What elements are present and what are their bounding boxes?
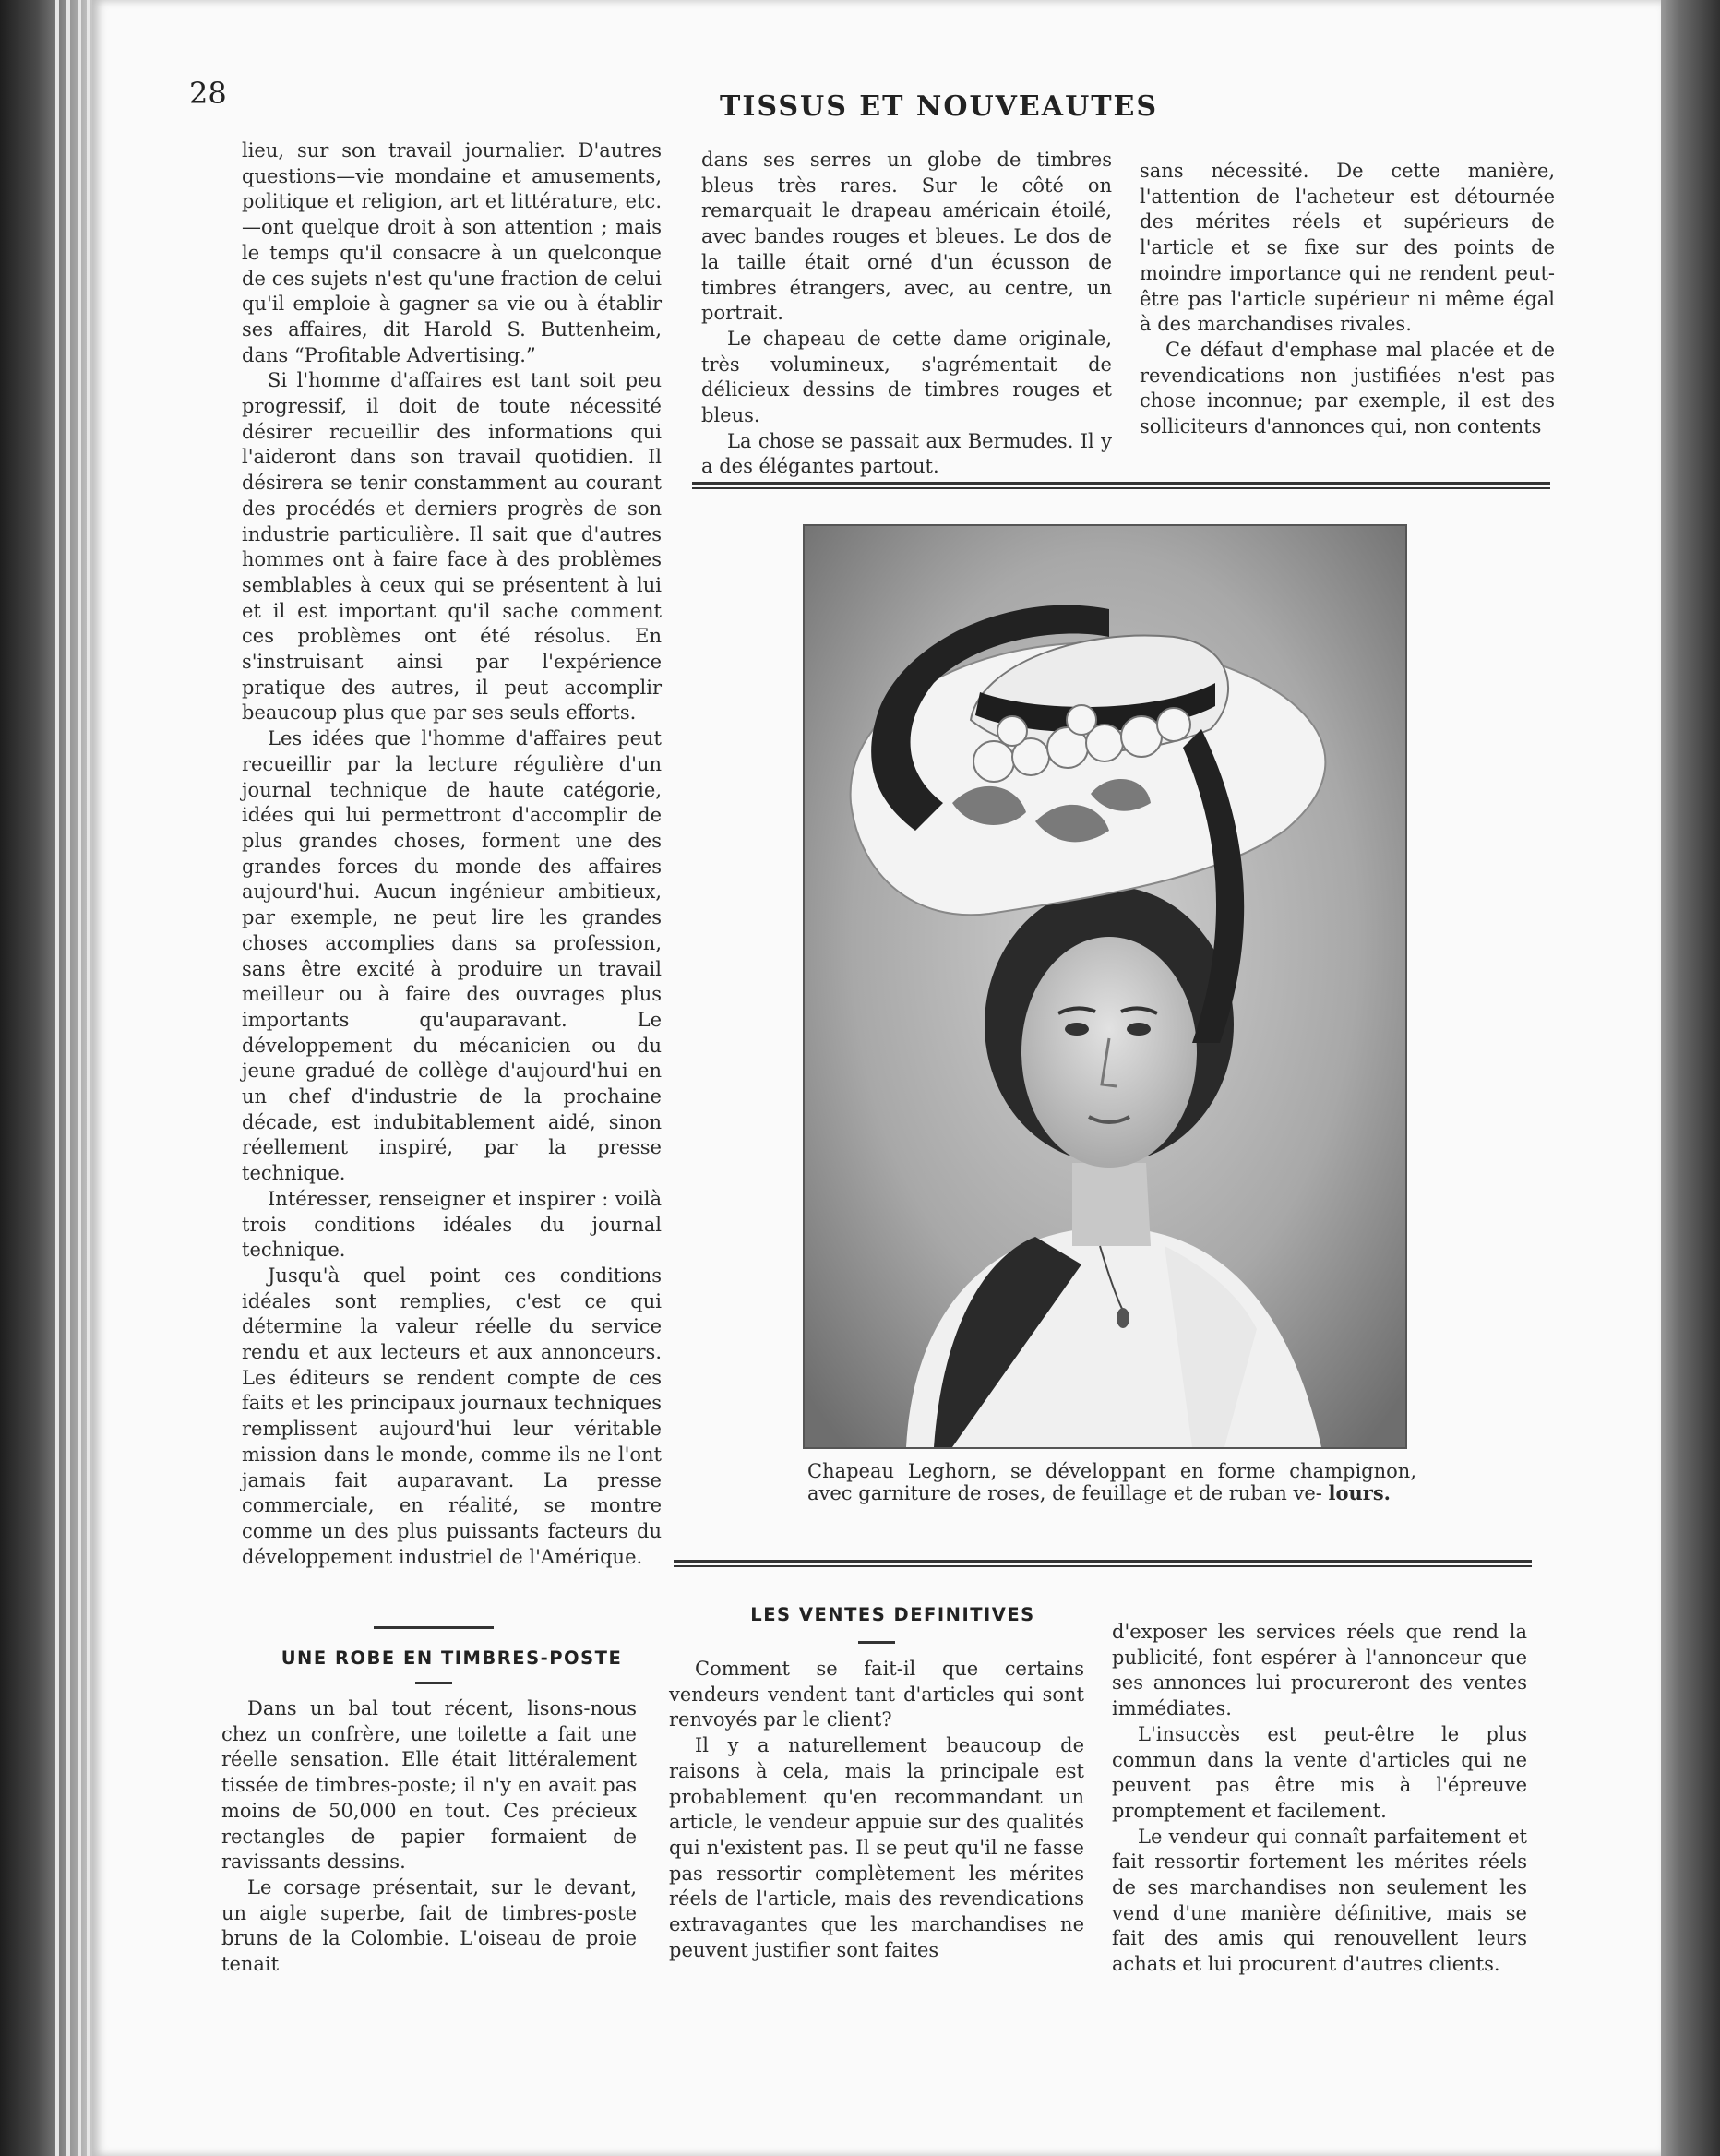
paragraph: Il y a naturellement beaucoup de raisons à cela, mais la principale est probablement qu'en recommandant un article, le vendeur appuie sur des qualités qui n'existent pas. Il se peut qu'il ne fasse pas ressortir complètement les mérites réels de l'article, mais des revendications extravagantes que les marchandises ne peuvent justifier sont faites — [669, 1734, 1084, 1961]
section-heading: LES VENTES DEFINITIVES — [750, 1604, 1035, 1625]
paragraph: Le vendeur qui connaît parfaitement et fait ressortir fortement les mérites réels de ses marchandises non seulement les vend d'une manière définitive, mais se fait des amis qui renouvellent leurs achats et lui procurent d'autres clients. — [1112, 1825, 1527, 1976]
paragraph: Intéresser, renseigner et inspirer : voilà trois conditions idéales du journal technique. — [242, 1187, 662, 1262]
paragraph: lieu, sur son travail journalier. D'autres questions—vie mondaine et amusements, politique et religion, art et littérature, etc.—ont quelque droit à son attention ; mais le temps qu'il consacre à un quelconque de ces sujets n'est qu'une fraction de celui qu'il emploie à gagner sa vie ou à établir ses affaires, dit Harold S. Buttenheim, dans “Profitable Advertising.” — [242, 139, 662, 366]
paragraph: L'insuccès est peut-être le plus commun dans la vente d'articles qui ne peuvent pas être mis à l'épreuve promptement et facilement. — [1112, 1722, 1527, 1822]
caption-text: Chapeau Leghorn, se développant en forme champignon, avec garniture de roses, de feuillage et de ruban ve- — [807, 1460, 1416, 1504]
figure-caption — [807, 1460, 1416, 1504]
section-divider — [674, 1560, 1532, 1567]
paragraph: d'exposer les services réels que rend la publicité, font espérer à l'annonceur que ses annonces lui procureront des ventes immédiates. — [1112, 1621, 1527, 1720]
page-number: 28 — [189, 76, 227, 111]
article-text — [221, 1696, 637, 1978]
portrait-photograph — [803, 524, 1407, 1449]
paragraph: La chose se passait aux Bermudes. Il y a des élégantes partout. — [701, 429, 1112, 478]
page-edge — [87, 0, 90, 2156]
paragraph: Le corsage présentait, sur le devant, un aigle superbe, fait de timbres-poste bruns de la Colombie. L'oiseau de proie tenait — [221, 1875, 637, 1976]
paragraph: Comment se fait-il que certains vendeurs vendent tant d'articles qui sont renvoyés par le client? — [669, 1658, 1084, 1731]
caption-text-end: lours. — [1328, 1481, 1391, 1504]
portrait-illustration — [805, 526, 1405, 1447]
page-edge — [78, 0, 81, 2156]
paragraph: Le chapeau de cette dame originale, très volumineux, s'agrémentait de délicieux dessins de timbres rouges et bleus. — [701, 327, 1112, 427]
ventes-column-b — [1112, 1620, 1527, 1978]
column-3 — [1140, 159, 1555, 440]
paragraph: Si l'homme d'affaires est tant soit peu progressif, il doit de toute nécessité désirer recueillir des informations qui l'aideront dans son travail quotidien. Il désirera se tenir constamment au courant des procédés et derniers progrès de son industrie particulière. Il sait que d'autres hommes ont à faire face à des problèmes semblables à ceux qui se présentent à lui et il est important qu'il sache comment ces problèmes ont été résolus. En s'instruisant ainsi par l'expérience pratique des autres, il peut accomplir beaucoup plus que par ses seuls efforts. — [242, 369, 662, 725]
paragraph: Dans un bal tout récent, lisons-nous chez un confrère, une toilette a fait une réelle sensation. Elle était littéralement tissée de timbres-poste; il n'y en avait pas moins de 50,000 en tout. Ces précieux rectangles de papier formaient de ravissants dessins. — [221, 1697, 637, 1874]
running-title: TISSUS ET NOUVEAUTES — [720, 90, 1159, 123]
paragraph: Ce défaut d'emphase mal placée et de revendications non justifiées n'est pas chose inconnue; par exemple, il est des solliciteurs d'annonces qui, non contents — [1140, 338, 1555, 438]
paragraph: sans nécessité. De cette manière, l'attention de l'acheteur est détournée des mérites réels et supérieurs de l'article et se fixe sur des points de moindre importance qui ne rendent peut-être pas l'article supérieur ni même égal à des marchandises rivales. — [1140, 160, 1555, 336]
section-divider — [692, 482, 1550, 489]
paragraph: dans ses serres un globe de timbres bleus très rares. Sur le côté on remarquait le drapeau américain étoilé, avec bandes rouges et bleues. Le dos de la taille était orné d'un écusson de timbres étrangers, avec, au centre, un portrait. — [701, 149, 1112, 325]
paragraph: Les idées que l'homme d'affaires peut recueillir par la lecture régulière d'un journal technique de haute catégorie, idées qui lui permettront d'accomplir de plus grandes choses, forment une des grandes forces du monde des affaires aujourd'hui. Aucun ingénieur ambitieux, par exemple, ne peut lire les grandes choses accomplies dans sa profession, sans être excité à produire un travail meilleur ou à faire des ouvrages plus importants qu'auparavant. Le développement du mécanicien ou du jeune gradué de collège d'aujourd'hui en un chef d'industrie de la prochaine décade, est indubitablement aidé, sinon réellement inspiré, par la presse technique. — [242, 727, 662, 1185]
divider-rule — [374, 1626, 494, 1629]
page-edge — [66, 0, 70, 2156]
paragraph: Jusqu'à quel point ces conditions idéales sont remplies, c'est ce qui détermine la valeur réelle du service rendu et aux lecteurs et aux annonceurs. Les éditeurs se rendent compte de ces faits et les principaux journaux techniques remplissent aujourd'hui leur véritable mission dans le monde, comme ils ne l'ont jamais fait auparavant. La presse commerciale, en réalité, se montre comme un des plus puissants facteurs du développement industriel de l'Amérique. — [242, 1264, 662, 1568]
ventes-column-a — [669, 1657, 1084, 1963]
heading-underline — [415, 1682, 452, 1684]
column-1 — [242, 138, 662, 1570]
page-edge — [55, 0, 59, 2156]
section-heading: UNE ROBE EN TIMBRES-POSTE — [281, 1647, 623, 1669]
column-2 — [701, 148, 1112, 480]
heading-underline — [858, 1641, 895, 1644]
page-right-edge — [1661, 0, 1720, 2156]
